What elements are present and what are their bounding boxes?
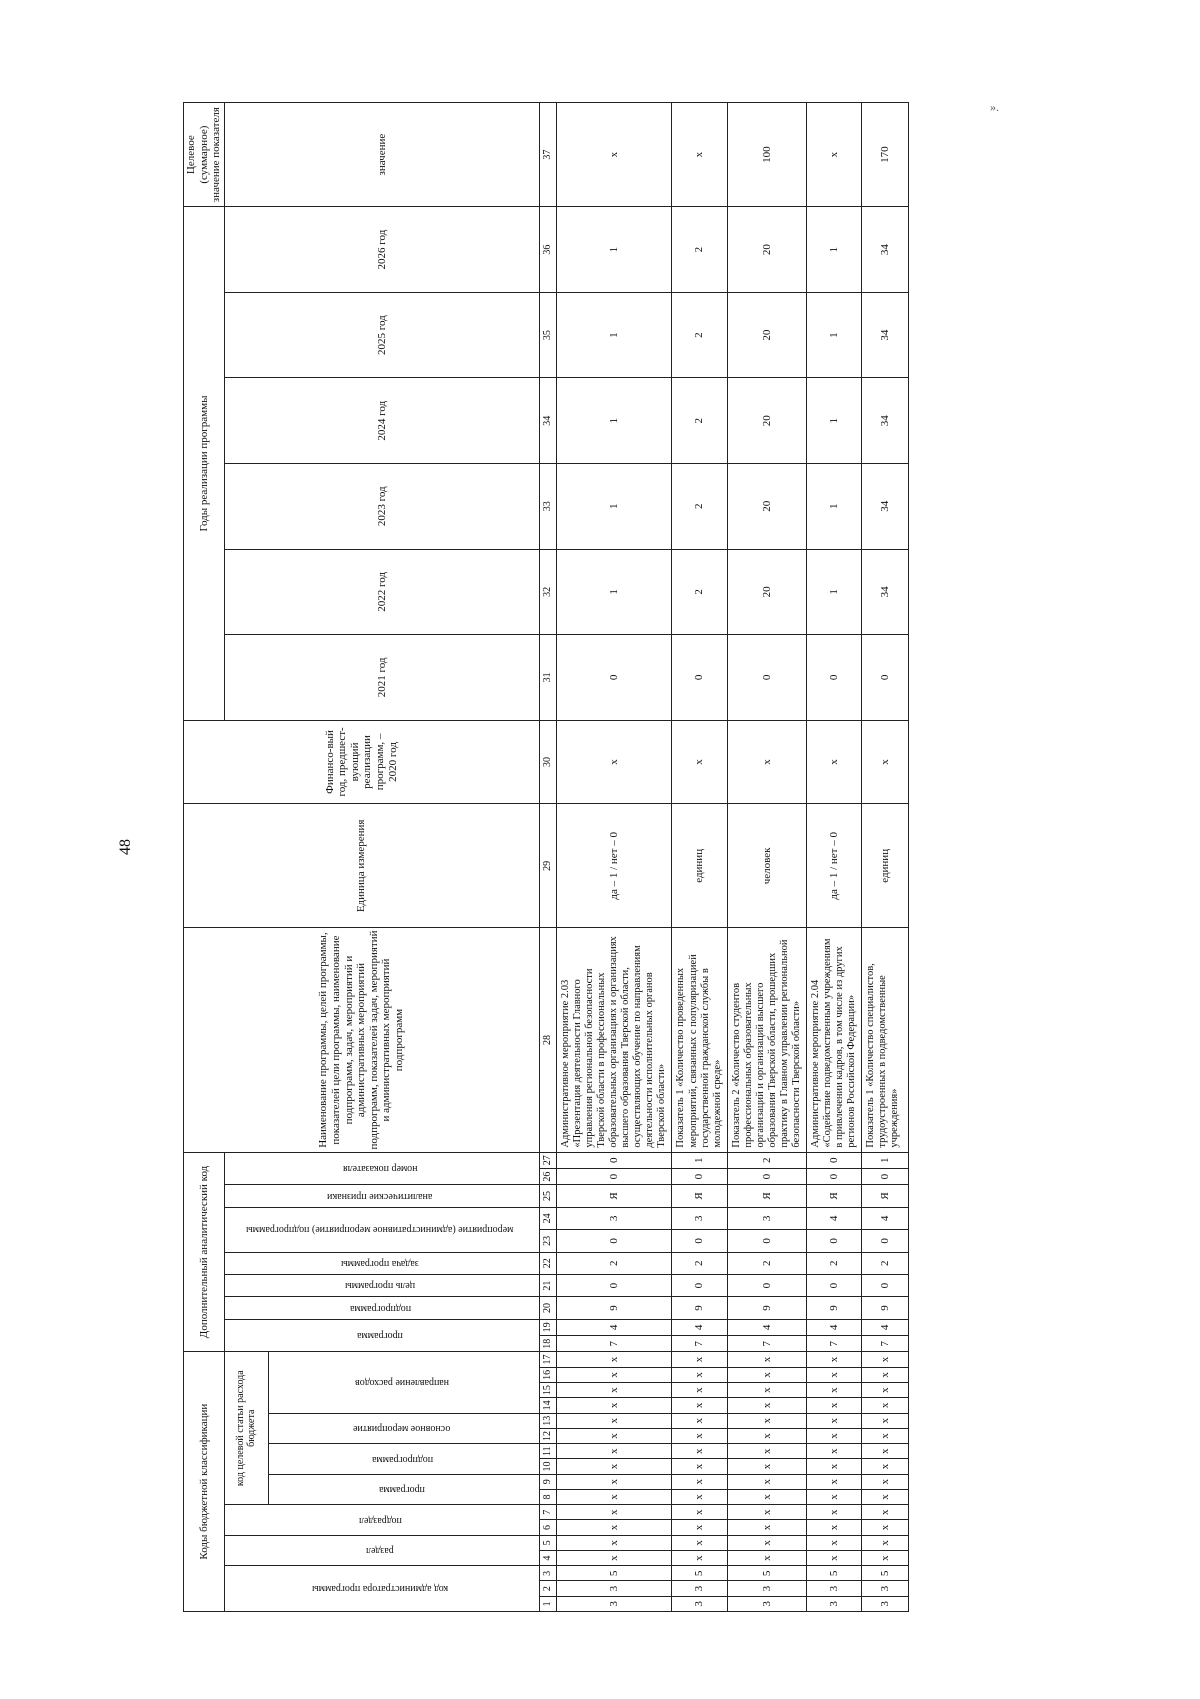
table-row xyxy=(862,103,909,1612)
code-cell: х xyxy=(672,1489,727,1504)
code-cell: х xyxy=(556,1352,672,1367)
column-number: 30 xyxy=(539,720,556,804)
row-value: 20 xyxy=(727,378,806,464)
code-cell: х xyxy=(672,1398,727,1413)
code-cell: х xyxy=(862,1474,909,1489)
year-2021-header: 2021 год xyxy=(224,635,539,721)
expense-direction-header: направление расходов xyxy=(268,1352,539,1413)
code-cell: х xyxy=(672,1352,727,1367)
column-number: 5 xyxy=(539,1535,556,1550)
year-2023-header: 2023 год xyxy=(224,463,539,549)
code-cell: 7 xyxy=(556,1336,672,1352)
code-cell: х xyxy=(862,1505,909,1520)
row-unit: единиц xyxy=(862,804,909,928)
code-cell: 9 xyxy=(727,1297,806,1319)
row-value: 0 xyxy=(727,635,806,721)
code-cell: х xyxy=(727,1352,806,1367)
row-value: х xyxy=(556,720,672,804)
row-value: 100 xyxy=(727,103,806,207)
row-value: 1 xyxy=(807,463,862,549)
row-unit: да – 1 / нет – 0 xyxy=(556,804,672,928)
column-number: 29 xyxy=(539,804,556,928)
section-header: раздел xyxy=(224,1535,539,1566)
column-number: 1 xyxy=(539,1596,556,1611)
code-cell: х xyxy=(727,1520,806,1535)
row-value: 34 xyxy=(862,549,909,635)
row-value: 0 xyxy=(862,635,909,721)
code-cell: х xyxy=(807,1489,862,1504)
code-cell: х xyxy=(556,1367,672,1382)
code-cell: 7 xyxy=(862,1336,909,1352)
code-cell: х xyxy=(727,1489,806,1504)
column-number: 24 xyxy=(539,1207,556,1229)
row-value: 1 xyxy=(807,549,862,635)
column-number: 6 xyxy=(539,1520,556,1535)
column-number: 37 xyxy=(539,103,556,207)
code-cell: 0 xyxy=(807,1169,862,1185)
row-value: 34 xyxy=(862,292,909,378)
column-number: 8 xyxy=(539,1489,556,1504)
row-unit: да – 1 / нет – 0 xyxy=(807,804,862,928)
code-cell: 5 xyxy=(556,1566,672,1581)
code-cell: 7 xyxy=(672,1336,727,1352)
code-cell: 4 xyxy=(862,1319,909,1335)
row-value: 1 xyxy=(807,292,862,378)
code-cell: 4 xyxy=(727,1319,806,1335)
code-cell: 3 xyxy=(672,1581,727,1596)
code-cell: 4 xyxy=(862,1207,909,1229)
code-cell: 7 xyxy=(807,1336,862,1352)
row-name: Административное мероприятие 2.03 «Презентация деятельности Главного управления региональной безопасности Тверской области в профессиональных образовательных организациях и организациях высшего образования Тверской области, осуществляющих обучение по направлениям деятельности исполнительных органов Тверской области» xyxy=(556,928,672,1152)
column-number: 36 xyxy=(539,207,556,293)
code-cell: х xyxy=(862,1352,909,1367)
table-body xyxy=(556,103,908,1612)
column-number: 33 xyxy=(539,463,556,549)
code-cell: 4 xyxy=(556,1319,672,1335)
column-number: 3 xyxy=(539,1566,556,1581)
code-cell: 5 xyxy=(807,1566,862,1581)
row-value: 2 xyxy=(672,549,727,635)
code-cell: х xyxy=(556,1459,672,1474)
row-value: х xyxy=(727,720,806,804)
code-cell: 9 xyxy=(556,1297,672,1319)
code-cell: 0 xyxy=(556,1169,672,1185)
code-cell: 0 xyxy=(672,1230,727,1252)
code-cell: х xyxy=(807,1428,862,1443)
code-cell: х xyxy=(727,1383,806,1398)
analytic-code-header: Дополнительный аналитический код xyxy=(184,1152,225,1352)
main-event-header: основное мероприятие xyxy=(268,1413,539,1444)
code-cell: х xyxy=(862,1520,909,1535)
code-cell: 0 xyxy=(807,1230,862,1252)
code-cell: 2 xyxy=(807,1252,862,1274)
year-2024-header: 2024 год xyxy=(224,378,539,464)
code-cell: х xyxy=(727,1550,806,1565)
code-cell: 4 xyxy=(672,1319,727,1335)
code-cell: х xyxy=(727,1367,806,1382)
code-cell: 0 xyxy=(862,1169,909,1185)
code-cell: х xyxy=(672,1550,727,1565)
column-number: 26 xyxy=(539,1169,556,1185)
code-cell: х xyxy=(672,1535,727,1550)
code-cell: х xyxy=(672,1413,727,1428)
column-number: 10 xyxy=(539,1459,556,1474)
code-cell: х xyxy=(862,1367,909,1382)
code-cell: х xyxy=(672,1367,727,1382)
column-number: 22 xyxy=(539,1252,556,1274)
row-name: Показатель 1 «Количество специалистов, трудоустроенных в подведомственные учреждения» xyxy=(862,928,909,1152)
admin-code-header: код администратора программы xyxy=(224,1566,539,1612)
analytic-subprogram-header: подпрограмма xyxy=(224,1297,539,1319)
code-cell: х xyxy=(807,1550,862,1565)
fin-year-header: Финансо-вый год, предшест-вующий реализации программ, – 2020 год xyxy=(184,720,540,804)
row-value: 1 xyxy=(807,378,862,464)
code-cell: 3 xyxy=(807,1581,862,1596)
code-cell: 3 xyxy=(807,1596,862,1611)
code-cell: х xyxy=(862,1428,909,1443)
code-cell: х xyxy=(556,1413,672,1428)
row-value: х xyxy=(672,103,727,207)
code-cell: 0 xyxy=(556,1152,672,1168)
code-cell: х xyxy=(727,1505,806,1520)
code-cell: 3 xyxy=(727,1207,806,1229)
code-cell: х xyxy=(672,1459,727,1474)
table-row xyxy=(556,103,672,1612)
code-cell: 3 xyxy=(556,1207,672,1229)
code-cell: х xyxy=(727,1474,806,1489)
analytic-event-header: мероприятие (административное мероприятие) подпрограммы xyxy=(224,1207,539,1252)
row-value: х xyxy=(556,103,672,207)
column-number: 7 xyxy=(539,1505,556,1520)
table-row xyxy=(727,103,806,1612)
code-cell: 2 xyxy=(862,1252,909,1274)
code-cell: 0 xyxy=(727,1230,806,1252)
column-number: 11 xyxy=(539,1444,556,1459)
program-header: программа xyxy=(268,1474,539,1505)
row-value: 2 xyxy=(672,378,727,464)
value-header: значение xyxy=(224,103,539,207)
target-code-header: код целевой статьи расхода бюджета xyxy=(224,1352,268,1505)
code-cell: х xyxy=(672,1428,727,1443)
subsection-header: подраздел xyxy=(224,1505,539,1536)
code-cell: х xyxy=(672,1444,727,1459)
code-cell: 3 xyxy=(727,1581,806,1596)
code-cell: х xyxy=(862,1444,909,1459)
code-cell: х xyxy=(727,1398,806,1413)
row-value: 0 xyxy=(672,635,727,721)
code-cell: 0 xyxy=(672,1169,727,1185)
code-cell: х xyxy=(807,1444,862,1459)
row-value: 20 xyxy=(727,207,806,293)
code-cell: х xyxy=(862,1459,909,1474)
code-cell: Я xyxy=(807,1185,862,1207)
column-number: 35 xyxy=(539,292,556,378)
row-value: х xyxy=(807,720,862,804)
indicator-number-header: номер показателя xyxy=(224,1152,539,1185)
code-cell: 0 xyxy=(807,1152,862,1168)
column-number: 9 xyxy=(539,1474,556,1489)
code-cell: Я xyxy=(672,1185,727,1207)
column-number: 14 xyxy=(539,1398,556,1413)
code-cell: 3 xyxy=(862,1596,909,1611)
row-value: 2 xyxy=(672,292,727,378)
code-cell: х xyxy=(862,1413,909,1428)
code-cell: х xyxy=(556,1489,672,1504)
code-cell: х xyxy=(862,1398,909,1413)
code-cell: 0 xyxy=(727,1274,806,1296)
code-cell: х xyxy=(556,1398,672,1413)
row-value: 1 xyxy=(556,292,672,378)
row-value: 2 xyxy=(672,463,727,549)
table-row xyxy=(672,103,727,1612)
page-number: 48 xyxy=(117,839,134,855)
analytic-goal-header: цель программы xyxy=(224,1274,539,1296)
code-cell: х xyxy=(807,1413,862,1428)
row-value: 1 xyxy=(807,207,862,293)
code-cell: 9 xyxy=(807,1297,862,1319)
code-cell: х xyxy=(556,1550,672,1565)
code-cell: Я xyxy=(727,1185,806,1207)
edge-mark: ». xyxy=(990,100,999,114)
program-indicators-table xyxy=(183,102,909,1612)
year-2025-header: 2025 год xyxy=(224,292,539,378)
budget-codes-header: Коды бюджетной классификации xyxy=(184,1352,225,1612)
code-cell: 3 xyxy=(556,1581,672,1596)
column-number: 2 xyxy=(539,1581,556,1596)
column-number: 28 xyxy=(539,928,556,1152)
code-cell: х xyxy=(556,1444,672,1459)
code-cell: х xyxy=(672,1520,727,1535)
code-cell: 4 xyxy=(807,1319,862,1335)
year-2022-header: 2022 год xyxy=(224,549,539,635)
code-cell: 1 xyxy=(672,1152,727,1168)
code-cell: х xyxy=(556,1520,672,1535)
row-value: х xyxy=(672,720,727,804)
code-cell: 3 xyxy=(672,1596,727,1611)
column-number: 19 xyxy=(539,1319,556,1335)
code-cell: 3 xyxy=(672,1207,727,1229)
code-cell: х xyxy=(807,1459,862,1474)
year-2026-header: 2026 год xyxy=(224,207,539,293)
row-unit: единиц xyxy=(672,804,727,928)
analytic-features-header: аналитические признаки xyxy=(224,1185,539,1207)
column-number: 12 xyxy=(539,1428,556,1443)
code-cell: х xyxy=(807,1367,862,1382)
row-value: 0 xyxy=(807,635,862,721)
column-number: 34 xyxy=(539,378,556,464)
column-number: 21 xyxy=(539,1274,556,1296)
row-value: 1 xyxy=(556,207,672,293)
column-number: 20 xyxy=(539,1297,556,1319)
code-cell: 0 xyxy=(556,1274,672,1296)
column-number: 4 xyxy=(539,1550,556,1565)
code-cell: 0 xyxy=(556,1230,672,1252)
code-cell: Я xyxy=(556,1185,672,1207)
code-cell: х xyxy=(807,1474,862,1489)
row-value: 20 xyxy=(727,463,806,549)
row-value: 34 xyxy=(862,207,909,293)
name-header: Наименование программы, целей программы, показателей цели программы, наименование подпрограмм, задач, мероприятий и административных мероприятий подпрограмм, показателей задач, мероприятий и административных мероприятий подпрограмм xyxy=(184,928,540,1152)
code-cell: х xyxy=(672,1474,727,1489)
column-number: 27 xyxy=(539,1152,556,1168)
column-number: 23 xyxy=(539,1230,556,1252)
code-cell: х xyxy=(807,1535,862,1550)
column-number: 15 xyxy=(539,1383,556,1398)
code-cell: 9 xyxy=(672,1297,727,1319)
code-cell: 2 xyxy=(556,1252,672,1274)
row-value: 20 xyxy=(727,292,806,378)
row-value: 20 xyxy=(727,549,806,635)
code-cell: 2 xyxy=(672,1252,727,1274)
code-cell: х xyxy=(862,1550,909,1565)
code-cell: 5 xyxy=(862,1566,909,1581)
column-number: 32 xyxy=(539,549,556,635)
row-name: Показатель 1 «Количество проведенных мероприятий, связанных с популяризацией государственной гражданской службы в молодежной среде» xyxy=(672,928,727,1152)
row-name: Показатель 2 «Количество студентов профессиональных образовательных организаций и организаций высшего образования Тверской области, прошедших практику в Главном управлении региональной безопасности Тверской области» xyxy=(727,928,806,1152)
code-cell: 0 xyxy=(672,1274,727,1296)
code-cell: х xyxy=(672,1505,727,1520)
column-number: 31 xyxy=(539,635,556,721)
analytic-program-header: программа xyxy=(224,1319,539,1352)
code-cell: 2 xyxy=(727,1152,806,1168)
code-cell: х xyxy=(807,1352,862,1367)
code-cell: х xyxy=(556,1428,672,1443)
code-cell: 3 xyxy=(727,1596,806,1611)
code-cell: 1 xyxy=(862,1152,909,1168)
row-value: 34 xyxy=(862,463,909,549)
code-cell: х xyxy=(862,1383,909,1398)
code-cell: х xyxy=(807,1505,862,1520)
code-cell: х xyxy=(556,1383,672,1398)
code-cell: х xyxy=(556,1474,672,1489)
code-cell: 3 xyxy=(556,1596,672,1611)
code-cell: х xyxy=(727,1459,806,1474)
code-cell: х xyxy=(862,1489,909,1504)
code-cell: 3 xyxy=(862,1581,909,1596)
code-cell: х xyxy=(807,1398,862,1413)
column-number: 18 xyxy=(539,1336,556,1352)
code-cell: х xyxy=(727,1444,806,1459)
table-row xyxy=(807,103,862,1612)
row-value: 1 xyxy=(556,463,672,549)
row-value: 1 xyxy=(556,378,672,464)
subprogram-header: подпрограмма xyxy=(268,1444,539,1475)
row-unit: человек xyxy=(727,804,806,928)
column-number: 16 xyxy=(539,1367,556,1382)
code-cell: 0 xyxy=(807,1274,862,1296)
analytic-task-header: задача программы xyxy=(224,1252,539,1274)
code-cell: х xyxy=(556,1535,672,1550)
target-header: Целевое (суммарное) значение показателя xyxy=(184,103,225,207)
code-cell: 0 xyxy=(862,1230,909,1252)
code-cell: Я xyxy=(862,1185,909,1207)
column-number: 13 xyxy=(539,1413,556,1428)
code-cell: 0 xyxy=(862,1274,909,1296)
code-cell: 2 xyxy=(727,1252,806,1274)
code-cell: 5 xyxy=(727,1566,806,1581)
code-cell: х xyxy=(807,1520,862,1535)
row-value: 170 xyxy=(862,103,909,207)
code-cell: х xyxy=(727,1428,806,1443)
code-cell: х xyxy=(727,1413,806,1428)
column-number: 25 xyxy=(539,1185,556,1207)
column-number: 17 xyxy=(539,1352,556,1367)
column-numbers-row xyxy=(539,103,556,1612)
years-header: Годы реализации программы xyxy=(184,207,225,720)
row-value: 34 xyxy=(862,378,909,464)
code-cell: 0 xyxy=(727,1169,806,1185)
code-cell: 5 xyxy=(672,1566,727,1581)
code-cell: х xyxy=(556,1505,672,1520)
code-cell: х xyxy=(727,1535,806,1550)
code-cell: х xyxy=(862,1535,909,1550)
row-value: 2 xyxy=(672,207,727,293)
rotated-table-container xyxy=(183,102,1093,1612)
code-cell: х xyxy=(672,1383,727,1398)
code-cell: 9 xyxy=(862,1297,909,1319)
code-cell: 7 xyxy=(727,1336,806,1352)
row-value: 1 xyxy=(556,549,672,635)
row-value: х xyxy=(807,103,862,207)
row-value: 0 xyxy=(556,635,672,721)
code-cell: х xyxy=(807,1383,862,1398)
row-name: Административное мероприятие 2.04 «Содействие подведомственным учреждениям в привлечении кадров, в том числе из других регионов Российской Федерации» xyxy=(807,928,862,1152)
code-cell: 4 xyxy=(807,1207,862,1229)
row-value: х xyxy=(862,720,909,804)
unit-header: Единица измерения xyxy=(184,804,540,928)
